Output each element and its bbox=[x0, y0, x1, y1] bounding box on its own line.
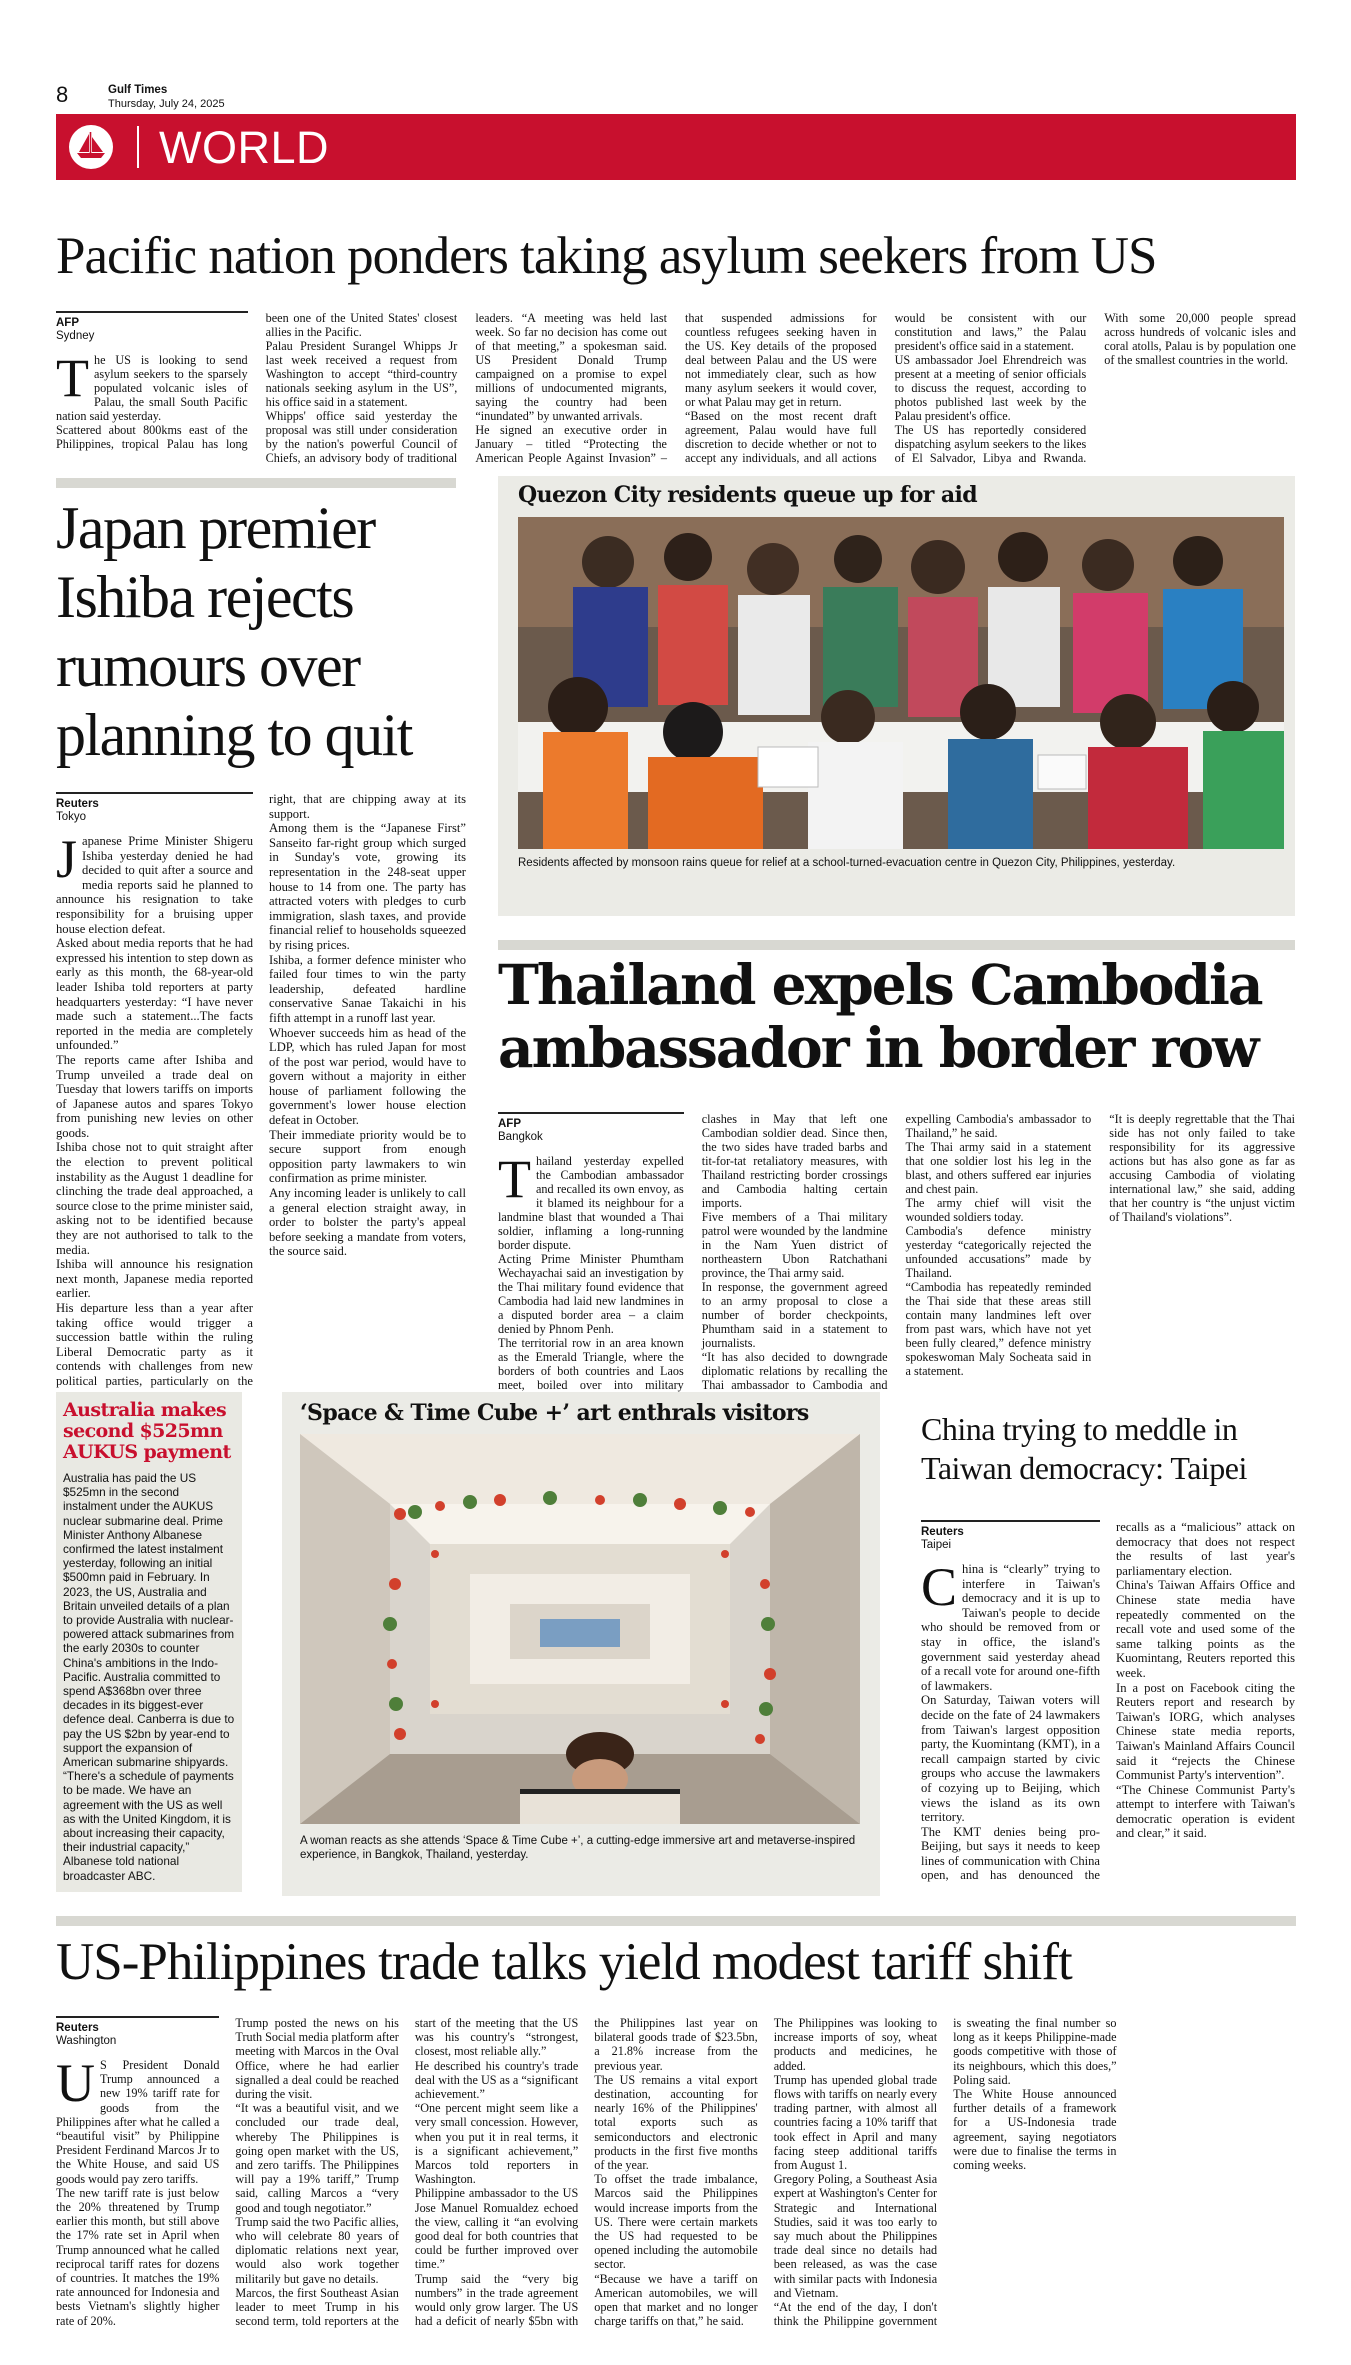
story3-paragraph: Acting Prime Minister Phumtham Wechayachai said an investigation by the Thai military found evidence that Cambodia had laid new landmines in a disputed border area – a claim denied by Phnom Penh. bbox=[498, 1252, 684, 1336]
story6-paragraph: “One percent might seem like a very small concession. However, when you put it in real terms, it is a significant achievement,” Marcos told reporters in Washington. bbox=[414, 2101, 579, 2187]
story6-paragraph: “At the end of the day, I don't think the Philippine government is sweating the final number so long as it keeps Philippine-made goods competitive with those of its neighbours, which this does,” Poling said. bbox=[773, 2016, 1117, 2329]
story2-agency: Reuters bbox=[56, 798, 99, 810]
story3-paragraph: “It has also decided to downgrade diplomatic relations by recalling the Thai ambassador to Cambodia and expelling Cambodia's ambassador to Thailand,” he said. bbox=[701, 1112, 1092, 1392]
divider-bar bbox=[498, 940, 1295, 950]
story1-paragraph: US ambassador Joel Ehrendreich was present at a meeting of senior officials to discuss the request, according to photos published last week by the Palau president's office. bbox=[894, 353, 1087, 423]
story5-paragraph: The KMT denies being pro-Beijing, but says it needs to keep lines of communication with China open, and has denounced the recalls as a “malicious” attack on democracy that does not respect the results of last year's parliamentary election. bbox=[921, 1520, 1295, 1883]
story3-paragraph: “Cambodia has repeatedly reminded the Thai side that these areas still contain many landmines left over from past wars, which have not yet been fully cleared,” defence ministry spokeswoman Maly Socheata said in a statement. bbox=[905, 1280, 1092, 1378]
page-number: 8 bbox=[56, 82, 69, 107]
story5-paragraph: In a post on Facebook citing the Reuters report and research by Taiwan's IORG, which analyses Chinese state media reports, Taiwan's Mainland Affairs Council said it “rejects the Chinese Communist Party's intervention”. bbox=[1116, 1680, 1295, 1783]
story1-byline bbox=[56, 311, 248, 343]
story3-paragraph: “It is deeply regrettable that the Thai side has not only failed to take responsibility for its aggressive actions but has also gone as far as accusing Cambodia of violating international law,” she said, adding that her country is “the unjust victim of Thailand's violations”. bbox=[1109, 1112, 1295, 1224]
story5-paragraph: China is “clearly” trying to interfere in Taiwan's democracy and it is up to Taiwan's people to decide who should be removed from or stay in office, the island's government said yesterday ahead of a recall vote for around one-fifth of lawmakers. bbox=[921, 1557, 1100, 1693]
divider-bar bbox=[56, 1916, 1296, 1926]
story5-paragraph: “The Chinese Communist Party's attempt to interfere with Taiwan's democratic operation is evident and clear,” it said. bbox=[1116, 1782, 1295, 1841]
photo2-title: ‘Space & Time Cube +’ art enthrals visitors bbox=[300, 1400, 809, 1426]
story2-location: Tokyo bbox=[56, 811, 87, 823]
photo1-image bbox=[518, 517, 1284, 849]
story2-paragraph: Whoever succeeds him as head of the LDP, which has ruled Japan for most of the post war period, would have to govern without a majority in either house of parliament following the government's lower house election defeat in October. bbox=[269, 1025, 466, 1128]
photo1-title: Quezon City residents queue up for aid bbox=[518, 482, 978, 508]
story6-paragraph: “It was a beautiful visit, and we concluded our trade deal, whereby The Philippines is going open market with the US, and zero tariffs. The Philippines will pay a 19% tariff,” Trump said, calling Marcos a “very good and tough negotiator.” bbox=[235, 2101, 399, 2215]
story3-paragraph: The territorial row in an area known as the Emerald Triangle, where the borders of both countries and Laos meet, boiled over into military clashes in May that left one Cambodian soldier dead. Since then, the two sides have traded barbs and tit-for-tat retaliatory measures, with Thailand restricting border crossings and Cambodia halting certain imports. bbox=[498, 1112, 888, 1392]
photo2-panel bbox=[282, 1392, 880, 1896]
story5-paragraph: On Saturday, Taiwan voters will decide on the fate of 24 lawmakers from Taiwan's largest opposition party, the Kuomintang (KMT), in a recall campaign started by civic groups who accuse the lawmakers of cozying up to Beijing, which views the island as its own territory. bbox=[921, 1693, 1100, 1825]
story3-location: Bangkok bbox=[498, 1131, 543, 1143]
photo2-caption: A woman reacts as she attends ‘Space & Time Cube +’, a cutting-edge immersive art and metaverse-inspired experience, in Bangkok, Thailand, yesterday. bbox=[300, 1835, 856, 1861]
story3-paragraph: Cambodia's defence ministry yesterday “categorically rejected the unfounded accusations” made by Thailand. bbox=[905, 1224, 1092, 1280]
story5-body bbox=[921, 1520, 1295, 1895]
photo1-panel bbox=[498, 476, 1295, 916]
story6-paragraph: Philippine ambassador to the US Jose Manuel Romualdez echoed the view, calling it “an evolving good deal for both countries that could be further improved over time.” bbox=[414, 2186, 579, 2272]
story3-paragraph: Five members of a Thai military patrol were wounded by the landmine in the Nam Yuen district of northeastern Ubon Ratchathani province, the Thai army said. bbox=[701, 1210, 888, 1280]
story6-paragraph: US President Donald Trump announced a new 19% tariff rate for goods from the Philippines after what he called a “beautiful visit” by Philippine President Ferdinand Marcos Jr to the White House, and said US goods would pay zero tariffs. bbox=[56, 2053, 220, 2186]
divider-bar bbox=[56, 478, 456, 488]
story5-byline bbox=[921, 1520, 1100, 1552]
story2-paragraph: The reports came after Ishiba and Trump unveiled a trade deal on Tuesday that lowers tariffs on imports of Japanese autos and spares Tokyo from punishing new levies on other goods. bbox=[56, 1052, 253, 1140]
story4-panel bbox=[56, 1392, 242, 1892]
story6-paragraph: He described his country's trade deal with the US as a “significant achievement.” bbox=[414, 2058, 579, 2102]
story1-paragraph: The US is looking to send asylum seekers to the sparsely populated volcanic isles of Palau, the small South Pacific nation said yesterday. bbox=[56, 348, 248, 423]
story5-agency: Reuters bbox=[921, 1526, 964, 1538]
story6-location: Washington bbox=[56, 2035, 117, 2047]
story3-paragraph: The army chief will visit the wounded soldiers today. bbox=[905, 1196, 1092, 1224]
story1-paragraph: He signed an executive order in January – titled “Protecting the American People Against Invasion” – that suspended admissions for countless refugees seeking haven in the US. Key details of the proposed deal between Palau and the US were not immediately clear, such as how many asylum seekers it would cover, or what Palau may get in return. bbox=[475, 311, 877, 465]
story1-body bbox=[56, 311, 1296, 471]
section-divider bbox=[137, 126, 139, 168]
story6-byline bbox=[56, 2016, 219, 2048]
story2-paragraph: Japanese Prime Minister Shigeru Ishiba yesterday denied he had decided to quit after a source and media reports said he planned to announce his resignation to take responsibility for a bruising upper house election defeat. bbox=[56, 829, 253, 936]
story2-paragraph: Any incoming leader is unlikely to call a general election straight away, in order to bolster the party's appeal before seeking a mandate from voters, the source said. bbox=[269, 1186, 466, 1259]
dhow-boat-icon bbox=[68, 124, 114, 170]
story5-paragraph: China's Taiwan Affairs Office and Chinese state media have repeatedly commented on the recall vote and used some of the same talking points as the Kuomintang, Reuters reported this week. bbox=[1116, 1578, 1295, 1680]
story1-paragraph: Scattered about 800kms east of the Philippines, tropical Palau has long been one of the United States' closest allies in the Pacific. bbox=[56, 311, 458, 451]
story2-paragraph: Asked about media reports that he had expressed his intention to step down as early as this month, the 68-year-old leader Ishiba told reporters at party headquarters yesterday: “I have never made such a statement...The facts reported in the media are completely unfounded.” bbox=[56, 936, 253, 1053]
story2-paragraph: Ishiba will announce his resignation next month, Japanese media reported earlier. bbox=[56, 1257, 253, 1301]
story2-headline: Japan premier Ishiba rejects rumours over planning to quit bbox=[56, 495, 412, 768]
story6-paragraph: To offset the trade imbalance, Marcos said the Philippines would increase imports from the US. There were certain markets the US had requested to be opened including the automobile sector. bbox=[594, 2172, 758, 2272]
story4-body: Australia has paid the US $525mn in the second instalment under the AUKUS nuclear submarine deal. Prime Minister Anthony Albanese confirmed the latest instalment yesterday, following an initial $500mn paid in February. In 2023, the US, Australia and Britain unveiled details of a plan to provide Australia with nuclear-powered attack submarines from the early 2030s to counter China's ambitions in the Indo-Pacific. Australia committed to spend A$368bn over three decades in its biggest-ever defence deal. Canberra is due to pay the US $2bn by year-end to support the expansion of American submarine shipyards. “There's a schedule of payments to be made. We have an agreement with the US as well as with the United Kingdom, it is about increasing their capacity, their industrial capacity,” Albanese told national broadcaster ABC. bbox=[63, 1471, 235, 1883]
story6-paragraph: Trump has upended global trade flows with tariffs on nearly every trading partner, with almost all countries facing a 10% tariff that took effect in April and many facing steep additional tariffs from August 1. bbox=[773, 2072, 938, 2173]
story1-agency: AFP bbox=[56, 317, 79, 329]
story1-headline: Pacific nation ponders taking asylum seekers from US bbox=[56, 227, 1157, 285]
story6-paragraph: The new tariff rate is just below the 20% threatened by Trump earlier this month, but still above the 17% rate set in April when Trump announced what he called reciprocal tariff rates for dozens of countries. It matches the 19% rate announced for Indonesia and bests Vietnam's slightly higher rate of 20%. bbox=[56, 2185, 220, 2328]
story3-paragraph: Thailand yesterday expelled the Cambodian ambassador and recalled its own envoy, as it blamed its neighbour for a landmine blast that wounded a Thai soldier, inflaming a long-running border dispute. bbox=[498, 1149, 684, 1252]
photo2-image bbox=[300, 1434, 860, 1824]
issue-date: Thursday, July 24, 2025 bbox=[108, 98, 225, 110]
story1-paragraph: “Based on the most recent draft agreement, Palau would have full discretion to decide whether or not to accept any individuals, and all actions would be consistent with our constitution and laws,” the Palau president's office said in a statement. bbox=[684, 311, 1087, 465]
story6-paragraph: The White House announced further details of a framework for a US-Indonesia trade agreement, saying negotiators were due to finalise the terms in coming weeks. bbox=[953, 2087, 1117, 2173]
story6-paragraph: Trump posted the news on his Truth Social media platform after meeting with Marcos in the Oval Office, where he had earlier signalled a deal could be reached during the visit. bbox=[235, 2016, 399, 2102]
story1-location: Sydney bbox=[56, 330, 95, 342]
story2-byline bbox=[56, 792, 253, 824]
story5-location: Taipei bbox=[921, 1539, 952, 1551]
story1-paragraph: The US has reportedly considered dispatching asylum seekers to the likes of El Salvador, Libya and Rwanda. With some 20,000 people spread across hundreds of volcanic isles and coral atolls, Palau is by population one of the smallest countries in the world. bbox=[894, 311, 1296, 465]
story2-paragraph: Their immediate priority would be to secure support from enough opposition party lawmakers to win confirmation as prime minister. bbox=[269, 1127, 466, 1186]
section-banner bbox=[56, 114, 1296, 180]
story2-paragraph: Ishiba chose not to quit straight after the election to prevent political instability as the August 1 deadline for clinching the trade deal approached, a source close to the prime minister said, asking not to be identified because they are not authorised to talk to the media. bbox=[56, 1140, 253, 1257]
story3-headline: Thailand expels Cambodia ambassador in border row bbox=[498, 952, 1262, 1080]
section-title: WORLD bbox=[159, 122, 329, 173]
masthead bbox=[0, 0, 1351, 185]
story1-paragraph: Palau President Surangel Whipps Jr last week received a request from Washington to accept “third-country nationals seeking asylum in the US”, his office said in a statement. bbox=[265, 339, 458, 409]
story3-agency: AFP bbox=[498, 1118, 521, 1130]
story6-paragraph: “Because we have a tariff on American automobiles, we will open that market and no longer charge tariffs on that,” he said. bbox=[594, 2271, 758, 2329]
paper-name: Gulf Times bbox=[108, 84, 168, 96]
story2-body bbox=[56, 792, 466, 1402]
story6-paragraph: Gregory Poling, a Southeast Asia expert at Washington's Center for Strategic and International Studies, said it was too early to say much about the Philippines trade deal since no details had been released, as was the case with similar pacts with Indonesia and Vietnam. bbox=[773, 2172, 938, 2300]
story1-paragraph: Whipps' office said yesterday the proposal was still under consideration by the nation's powerful Council of Chiefs, an advisory body of traditional leaders. “A meeting was held last week. So far no decision has come out of that meeting,” a spokesman said. US President Donald Trump campaigned on a promise to expel millions of undocumented migrants, saying the country had been “inundated” by unwanted arrivals. bbox=[265, 311, 667, 465]
story6-body bbox=[56, 2016, 1296, 2336]
story3-paragraph: The Thai army said in a statement that one soldier lost his leg in the blast, and others suffered ear injuries and chest pain. bbox=[905, 1140, 1092, 1196]
story6-paragraph: Trump said the “very big numbers” in the trade agreement would only grow larger. The US had a deficit of nearly $5bn with the Philippines last year on bilateral goods trade of $23.5bn, a 21.8% increase from the previous year. bbox=[414, 2016, 758, 2329]
story2-paragraph: Ishiba, a former defence minister who failed four times to win the party leadership, defeated hardline conservative Sanae Takaichi in his fifth attempt in a runoff last year. bbox=[269, 952, 466, 1025]
story6-agency: Reuters bbox=[56, 2022, 99, 2034]
story6-paragraph: Trump said the two Pacific allies, who will celebrate 80 years of diplomatic relations next year, would also work together militarily but gave no details. bbox=[235, 2214, 399, 2286]
story3-paragraph: In response, the government agreed to an army proposal to close a number of border checkpoints, Phumtham said in a statement to journalists. bbox=[701, 1280, 888, 1350]
story6-paragraph: Marcos, the first Southeast Asian leader to meet Trump in his second term, told reporters at the start of the meeting that the US was his country's “strongest, closest, most reliable ally.” bbox=[235, 2016, 579, 2329]
story6-headline: US-Philippines trade talks yield modest tariff shift bbox=[56, 1933, 1072, 1991]
story6-paragraph: The Philippines was looking to increase imports of soy, wheat products and medicines, he added. bbox=[773, 2016, 938, 2073]
story2-paragraph: His departure less than a year after taking office would trigger a succession battle within the ruling Liberal Democratic party as it contends with challenges from new political parties, particularly on the right, that are chipping away at its support. bbox=[56, 792, 466, 1388]
photo1-caption: Residents affected by monsoon rains queue for relief at a school-turned-evacuation centre in Quezon City, Philippines, yesterday. bbox=[518, 857, 1176, 869]
story3-body bbox=[498, 1112, 1295, 1402]
story2-paragraph: Among them is the “Japanese First” Sanseito far-right group which surged in Sunday's vote, growing its representation in the 248-seat upper house to 14 from one. The party has attracted voters with pledges to curb immigration, slash taxes, and provide financial relief to households squeezed by rising prices. bbox=[269, 821, 466, 952]
story5-headline: China trying to meddle in Taiwan democracy: Taipei bbox=[921, 1411, 1247, 1486]
story3-byline bbox=[498, 1112, 684, 1144]
story6-paragraph: The US remains a vital export destination, accounting for nearly 16% of the Philippines' total exports such as semiconductors and electronic products in the first five months of the year. bbox=[594, 2072, 758, 2173]
story4-headline: Australia makes second $525mn AUKUS payment bbox=[63, 1399, 231, 1463]
